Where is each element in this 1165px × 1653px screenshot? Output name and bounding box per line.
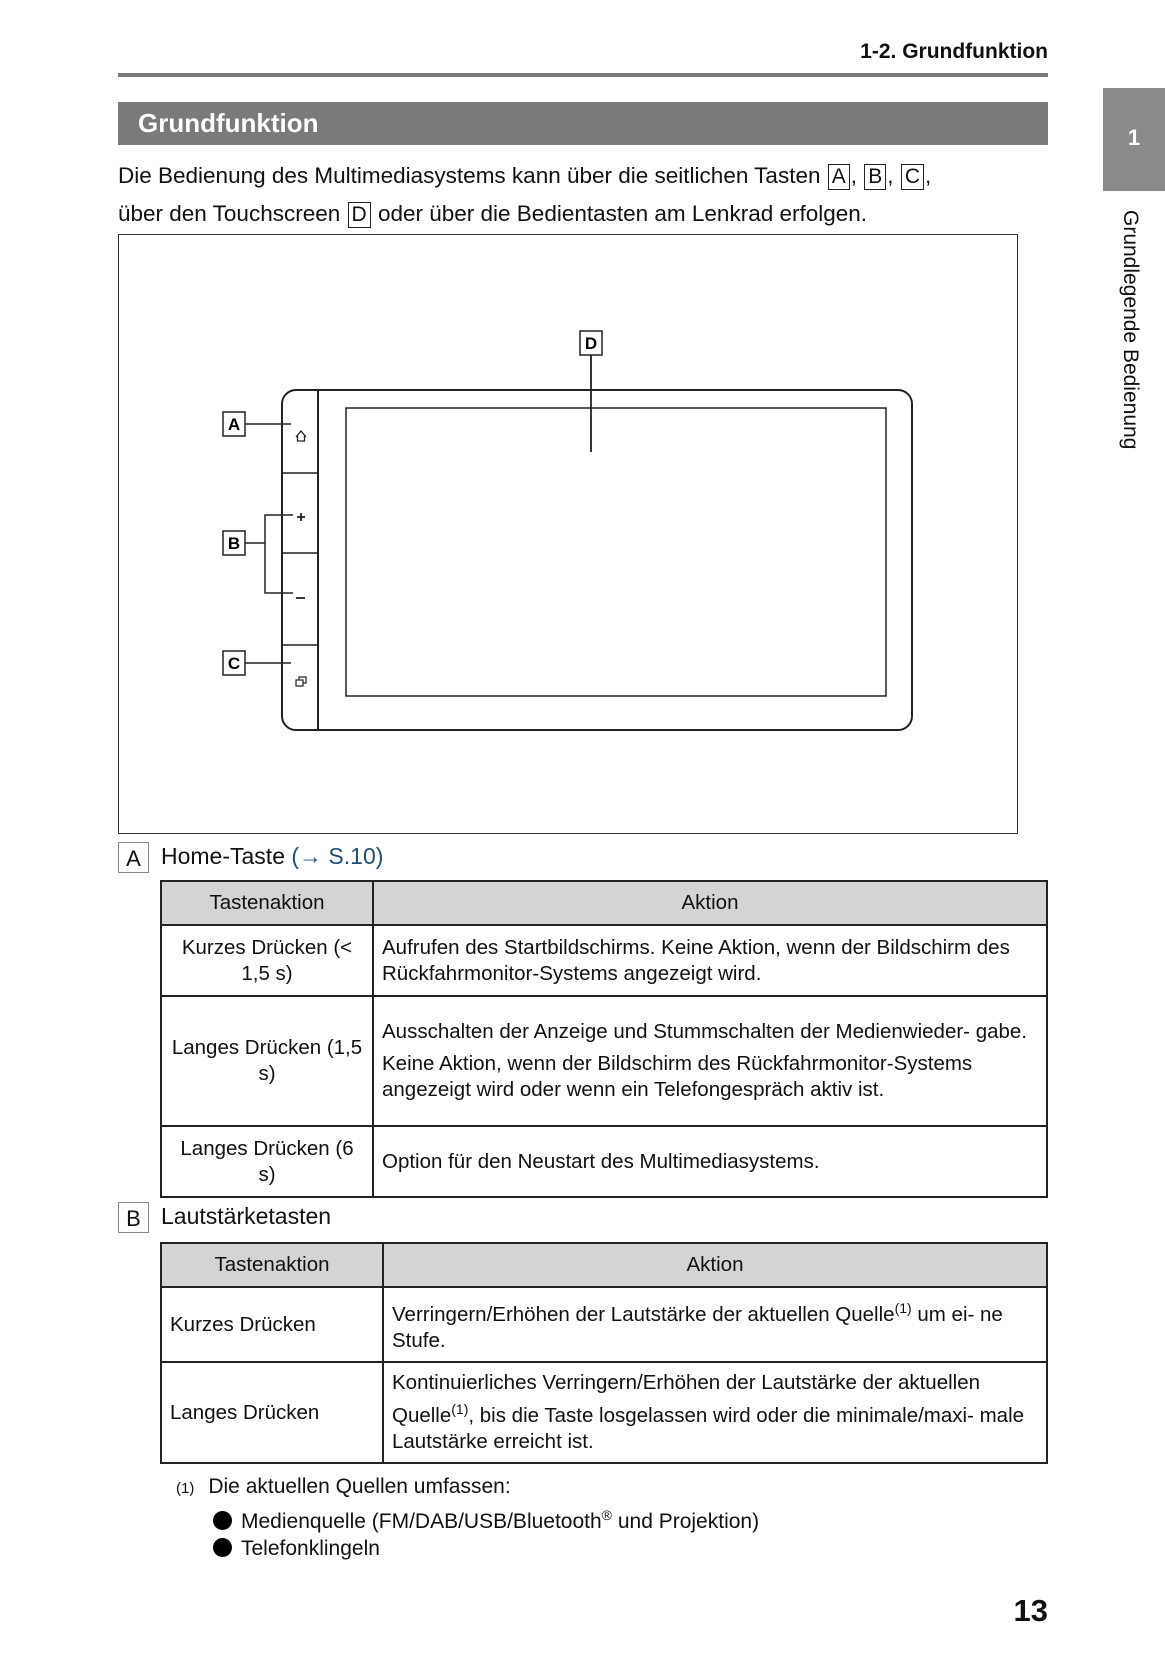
bullet-icon — [213, 1538, 232, 1557]
key-b-badge: B — [864, 164, 886, 190]
key-action-cell: Langes Drücken (6 s) — [161, 1126, 373, 1197]
home-icon — [296, 431, 306, 441]
intro-text-2: über den Touchscreen — [118, 201, 341, 226]
section-title: Grundfunktion — [118, 102, 1048, 145]
list-item-text: und Projektion) — [612, 1510, 760, 1533]
legend-a-badge: A — [118, 842, 149, 873]
key-action-cell: Langes Drücken — [161, 1362, 383, 1463]
bullet-icon — [213, 1511, 232, 1530]
home-key-heading — [161, 843, 383, 870]
table-row — [161, 1126, 1047, 1197]
intro-paragraph: Die Bedienung des Multimediasystems kann über die seitlichen Tasten A , B , C , über den Touchscreen D oder über die Bedientasten am Lenkrad erfolgen. — [118, 163, 932, 226]
bracket-b — [265, 515, 293, 593]
legend-b-badge: B — [118, 1202, 149, 1233]
volume-keys-title: Lautstärketasten — [161, 1203, 332, 1229]
result-text: Ausschalten der Anzeige und Stummschalten der Medienwieder- gabe. — [382, 1020, 1027, 1043]
key-a-badge: A — [828, 164, 850, 190]
copy-window-icon — [296, 677, 306, 686]
result-text: , bis die Taste losgelassen wird oder die minimale/maxi- male Lautstärke erreicht ist. — [392, 1403, 1025, 1453]
intro-text-3: oder über die Bedientasten am Lenkrad erfolgen. — [377, 201, 868, 226]
intro-text-1: Die Bedienung des Multimediasystems kann über die seitlichen Tasten — [118, 163, 821, 188]
running-header: 1-2. Grundfunktion — [860, 40, 1048, 63]
result-text: Kontinuierliches Verringern/Erhöhen der Lautstärke der aktuellen Quelle — [392, 1371, 981, 1427]
multimedia-device-figure — [118, 234, 1018, 834]
key-action-cell: Kurzes Drücken (< 1,5 s) — [161, 925, 373, 996]
chapter-side-title — [1110, 210, 1150, 490]
list-item-text: Telefonklingeln — [241, 1537, 380, 1560]
table-row — [161, 996, 1047, 1126]
home-key-table — [160, 880, 1048, 1198]
table-row — [161, 925, 1047, 996]
table-header-row — [161, 881, 1047, 925]
result-text: Aufrufen des Startbildschirms. Keine Aktion, wenn der Bildschirm des Rückfahrmonitor-Systems angezeigt wird. — [382, 935, 1010, 985]
result-cell — [373, 1126, 1047, 1197]
footnote-text: Die aktuellen Quellen umfassen: — [208, 1475, 511, 1498]
callout-a: A — [227, 415, 241, 434]
table-row — [161, 1362, 1047, 1463]
result-text: um ei- ne Stufe. — [392, 1302, 1003, 1352]
footnote-ref: (1) — [894, 1300, 912, 1317]
column-header: Aktion — [373, 881, 1047, 925]
column-header: Aktion — [383, 1243, 1047, 1287]
volume-keys-table — [160, 1242, 1048, 1464]
column-header: Tastenaktion — [161, 881, 373, 925]
device-body — [282, 390, 912, 730]
key-action-cell: Langes Drücken (1,5 s) — [161, 996, 373, 1126]
device-illustration — [119, 235, 1017, 833]
footnote — [176, 1475, 511, 1499]
chapter-side-title-text: Grundlegende Bedienung — [1119, 210, 1142, 450]
result-cell — [383, 1362, 1047, 1463]
result-cell — [383, 1287, 1047, 1362]
key-d-badge: D — [348, 202, 371, 228]
list-item — [213, 1507, 759, 1534]
result-text: Verringern/Erhöhen der Lautstärke der aktuellen Quelle — [392, 1302, 895, 1326]
result-text: Keine Aktion, wenn der Bildschirm des Rückfahrmonitor-Systems angezeigt wird oder wenn ein Telefongespräch aktiv ist. — [382, 1052, 973, 1101]
page-number: 13 — [1013, 1593, 1048, 1628]
chapter-tab: 1 — [1103, 88, 1165, 191]
home-key-title: Home-Taste — [161, 843, 285, 869]
touchscreen — [346, 408, 886, 696]
home-key-page-link[interactable]: (→ S.10) — [291, 843, 384, 869]
plus-icon — [297, 513, 305, 521]
result-text: Option für den Neustart des Multimediasystems. — [382, 1149, 820, 1173]
list-item-text: Medienquelle (FM/DAB/USB/Bluetooth — [241, 1510, 602, 1533]
list-item — [213, 1537, 380, 1561]
footnote-ref: (1) — [451, 1401, 469, 1418]
result-cell — [373, 996, 1047, 1126]
table-row — [161, 1287, 1047, 1362]
key-c-badge: C — [901, 164, 924, 190]
callout-c: C — [227, 654, 241, 673]
callout-b: B — [227, 534, 241, 553]
header-rule — [118, 73, 1048, 77]
key-action-cell: Kurzes Drücken — [161, 1287, 383, 1362]
result-cell — [373, 925, 1047, 996]
column-header: Tastenaktion — [161, 1243, 383, 1287]
footnote-marker: (1) — [176, 1480, 195, 1497]
registered-mark: ® — [601, 1507, 612, 1523]
table-header-row — [161, 1243, 1047, 1287]
callout-d: D — [584, 334, 598, 353]
